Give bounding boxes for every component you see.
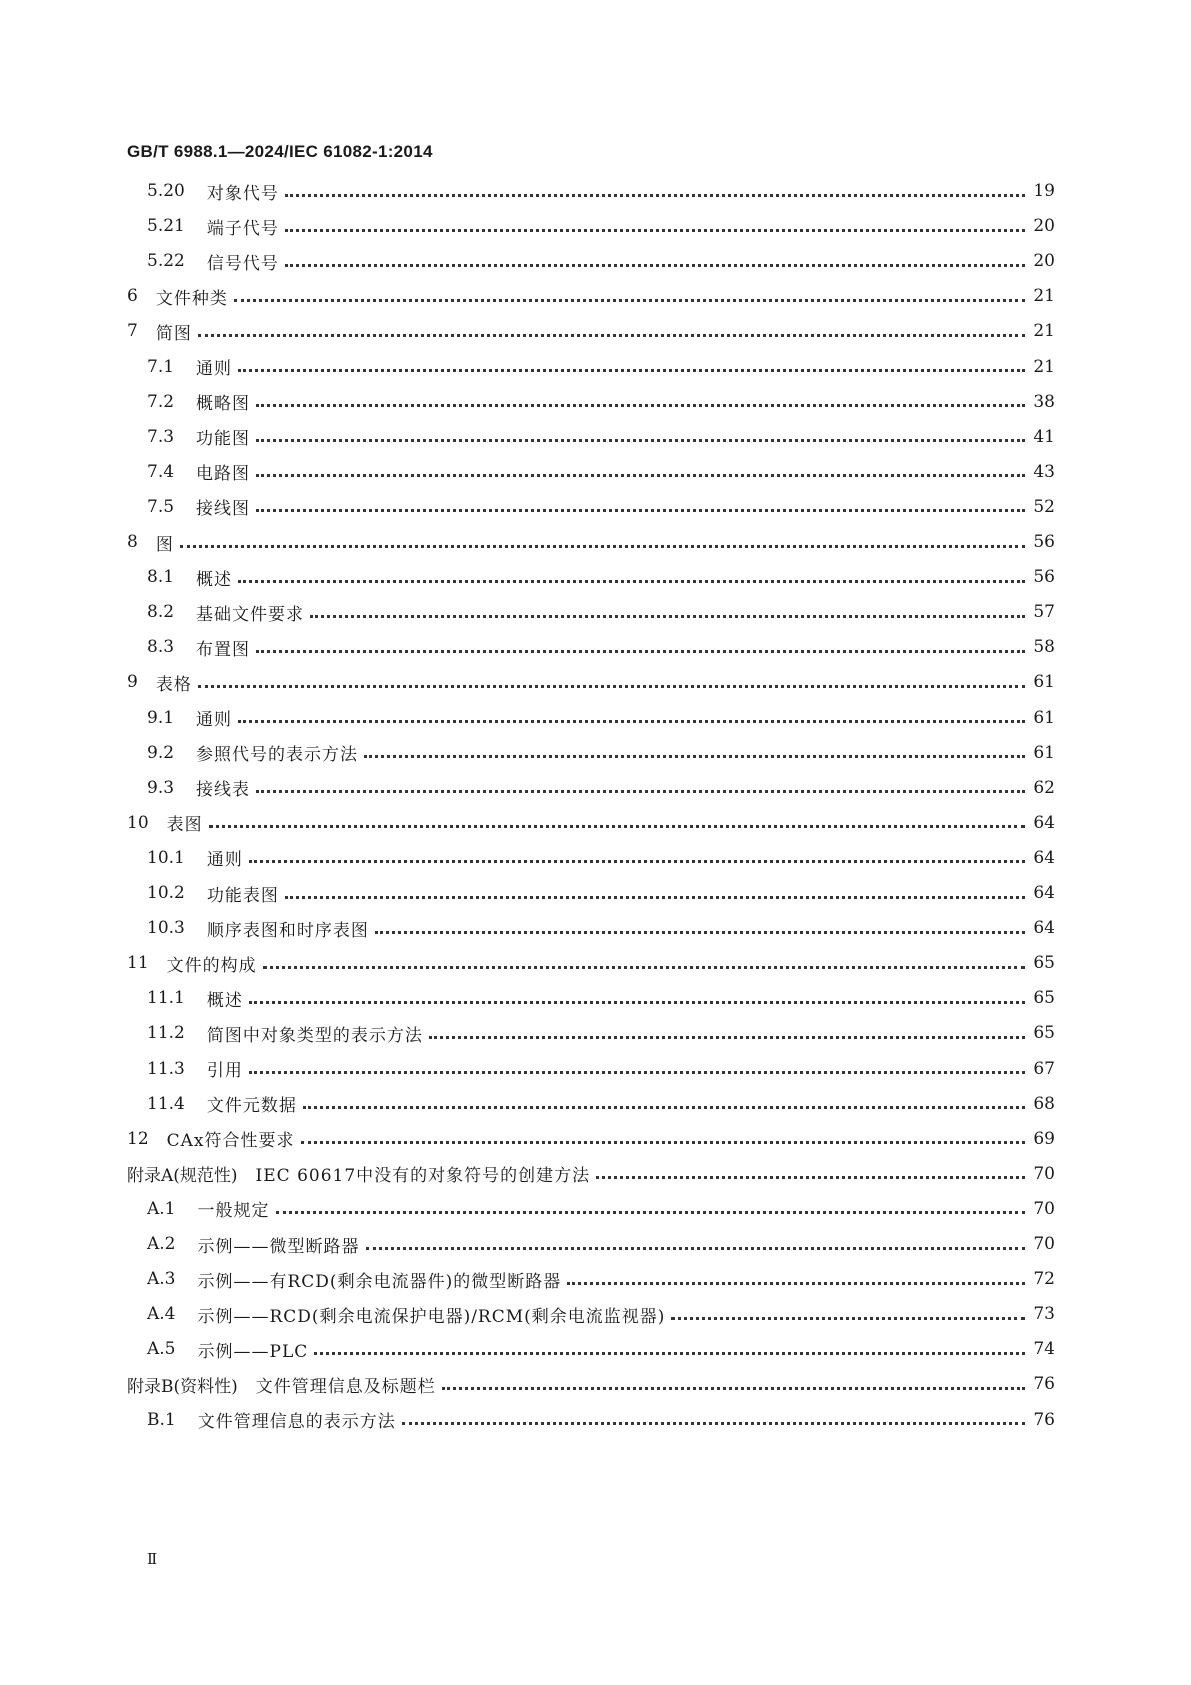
toc-entry-number: 7.3 bbox=[147, 426, 175, 447]
toc-entry-page: 69 bbox=[1033, 1128, 1055, 1149]
toc-entry-number: 9.2 bbox=[147, 742, 175, 763]
toc-entry-title: 示例——有RCD(剩余电流器件)的微型断路器 bbox=[197, 1271, 562, 1292]
toc-entry-page: 72 bbox=[1033, 1269, 1055, 1290]
dot-leader bbox=[567, 1282, 1025, 1285]
toc-entry[interactable] bbox=[127, 948, 1055, 978]
toc-entry[interactable] bbox=[127, 1124, 1055, 1154]
toc-entry-page: 20 bbox=[1033, 216, 1055, 237]
toc-entry-number: 8.3 bbox=[147, 637, 175, 658]
toc-entry-page: 65 bbox=[1033, 988, 1055, 1009]
toc-entry-title: 功能表图 bbox=[206, 885, 279, 906]
dot-leader bbox=[303, 1106, 1025, 1109]
dot-leader bbox=[256, 474, 1025, 477]
toc-entry[interactable] bbox=[127, 457, 1055, 487]
dot-leader bbox=[375, 931, 1025, 934]
toc-entry-page: 64 bbox=[1033, 812, 1055, 833]
toc-entry-title: CAx符合性要求 bbox=[166, 1131, 295, 1152]
toc-entry-title: 示例——微型断路器 bbox=[197, 1236, 360, 1257]
dot-leader bbox=[310, 615, 1025, 618]
dot-leader bbox=[198, 334, 1025, 337]
toc-entry[interactable] bbox=[127, 387, 1055, 417]
toc-entry-title: 端子代号 bbox=[206, 218, 279, 239]
toc-entry-page: 52 bbox=[1033, 496, 1055, 517]
toc-entry-page: 61 bbox=[1033, 707, 1055, 728]
dot-leader bbox=[285, 264, 1025, 267]
toc-entry-title: 功能图 bbox=[196, 429, 251, 450]
dot-leader bbox=[285, 194, 1025, 197]
dot-leader bbox=[429, 1036, 1025, 1039]
dot-leader bbox=[314, 1352, 1025, 1355]
toc-entry-page: 21 bbox=[1033, 356, 1055, 377]
toc-entry-title: 信号代号 bbox=[206, 253, 279, 274]
toc-entry[interactable] bbox=[127, 1054, 1055, 1084]
toc-entry-page: 20 bbox=[1033, 251, 1055, 272]
toc-entry[interactable] bbox=[127, 913, 1055, 943]
toc-entry-page: 61 bbox=[1033, 672, 1055, 693]
toc-entry-page: 56 bbox=[1033, 567, 1055, 588]
toc-entry-page: 58 bbox=[1033, 637, 1055, 658]
toc-entry-title: 一般规定 bbox=[197, 1201, 270, 1222]
toc-entry-title: 文件种类 bbox=[155, 288, 228, 309]
toc-entry-title: 引用 bbox=[206, 1061, 243, 1081]
toc-entry-number: 附录A(规范性) bbox=[127, 1166, 238, 1187]
toc-entry-number: 7.5 bbox=[147, 496, 175, 517]
dot-leader bbox=[256, 404, 1025, 407]
toc-entry[interactable] bbox=[127, 1018, 1055, 1048]
toc-entry[interactable] bbox=[127, 246, 1055, 276]
dot-leader bbox=[180, 545, 1025, 548]
toc-entry-title: 通则 bbox=[206, 850, 243, 871]
dot-leader bbox=[442, 1387, 1025, 1390]
dot-leader bbox=[276, 1211, 1026, 1214]
toc-entry-page: 65 bbox=[1033, 953, 1055, 974]
toc-entry-number: 7.2 bbox=[147, 391, 175, 412]
toc-entry-number: 10.2 bbox=[147, 883, 185, 903]
toc-entry-title: 概述 bbox=[206, 990, 243, 1011]
toc-entry-page: 62 bbox=[1033, 777, 1055, 798]
toc-entry-title: 文件的构成 bbox=[166, 955, 257, 976]
toc-entry[interactable] bbox=[127, 738, 1055, 768]
toc-entry-title: 简图中对象类型的表示方法 bbox=[206, 1025, 423, 1046]
dot-leader bbox=[234, 299, 1025, 302]
toc-entry[interactable] bbox=[127, 773, 1055, 803]
document-code-header: GB/T 6988.1—2024/IEC 61082-1:2014 bbox=[127, 142, 433, 161]
dot-leader bbox=[256, 439, 1025, 442]
dot-leader bbox=[238, 720, 1025, 723]
dot-leader bbox=[256, 509, 1025, 512]
toc-entry-page: 70 bbox=[1033, 1234, 1055, 1254]
dot-leader bbox=[256, 650, 1025, 653]
toc-entry-title: 布置图 bbox=[196, 639, 251, 660]
toc-entry-number: B.1 bbox=[147, 1409, 176, 1430]
toc-entry-title: 顺序表图和时序表图 bbox=[206, 920, 369, 941]
dot-leader bbox=[364, 755, 1025, 758]
toc-entry-number: 8 bbox=[127, 532, 138, 552]
dot-leader bbox=[596, 1176, 1025, 1179]
toc-entry-page: 56 bbox=[1033, 532, 1055, 552]
toc-entry[interactable] bbox=[127, 527, 1055, 557]
dot-leader bbox=[198, 685, 1025, 688]
toc-entry-number: A.2 bbox=[147, 1234, 176, 1254]
toc-entry-page: 21 bbox=[1033, 286, 1055, 307]
toc-entry[interactable] bbox=[127, 1229, 1055, 1259]
toc-entry-title: 电路图 bbox=[196, 464, 251, 485]
dot-leader bbox=[238, 369, 1025, 372]
toc-entry[interactable] bbox=[127, 562, 1055, 592]
toc-entry-title: 通则 bbox=[196, 710, 233, 730]
toc-entry[interactable] bbox=[127, 352, 1055, 382]
toc-entry[interactable] bbox=[127, 983, 1055, 1013]
dot-leader bbox=[256, 790, 1025, 793]
toc-entry-title: 文件元数据 bbox=[206, 1096, 297, 1117]
toc-entry[interactable] bbox=[127, 843, 1055, 873]
toc-entry[interactable] bbox=[127, 281, 1055, 311]
toc-entry[interactable] bbox=[127, 1194, 1055, 1224]
toc-entry-number: 7 bbox=[127, 321, 138, 342]
toc-entry[interactable] bbox=[127, 1405, 1055, 1435]
toc-entry[interactable] bbox=[127, 316, 1055, 346]
toc-entry-page: 73 bbox=[1033, 1304, 1055, 1325]
toc-entry-number: 9.3 bbox=[147, 777, 175, 798]
toc-entry-page: 68 bbox=[1033, 1093, 1055, 1114]
dot-leader bbox=[285, 229, 1025, 232]
toc-entry-title: 示例——RCD(剩余电流保护电器)/RCM(剩余电流监视器) bbox=[197, 1306, 666, 1327]
toc-entry[interactable] bbox=[127, 808, 1055, 838]
dot-leader bbox=[402, 1422, 1025, 1425]
dot-leader bbox=[238, 580, 1025, 583]
toc-entry-page: 64 bbox=[1033, 918, 1055, 939]
toc-entry-page: 21 bbox=[1033, 321, 1055, 342]
toc-entry-title: 表格 bbox=[155, 674, 192, 695]
toc-entry-number: 11.1 bbox=[147, 988, 185, 1009]
toc-entry[interactable] bbox=[127, 1369, 1055, 1399]
toc-entry-page: 43 bbox=[1033, 461, 1055, 482]
toc-entry-number: A.3 bbox=[147, 1269, 176, 1290]
toc-entry-title: 图 bbox=[155, 534, 174, 555]
toc-entry[interactable] bbox=[127, 176, 1055, 206]
toc-entry-number: 5.22 bbox=[147, 251, 185, 272]
dot-leader bbox=[263, 966, 1025, 969]
toc-entry-number: 9 bbox=[127, 672, 138, 693]
toc-entry-number: 7.4 bbox=[147, 461, 175, 482]
toc-entry-number: 11.3 bbox=[147, 1058, 185, 1079]
dot-leader bbox=[249, 860, 1025, 863]
toc-entry[interactable] bbox=[127, 211, 1055, 241]
toc-entry[interactable] bbox=[127, 1089, 1055, 1119]
toc-entry[interactable] bbox=[127, 597, 1055, 627]
toc-entry-title: 简图 bbox=[155, 323, 192, 344]
toc-entry-page: 64 bbox=[1033, 847, 1055, 868]
toc-entry[interactable] bbox=[127, 1299, 1055, 1329]
toc-entry-page: 41 bbox=[1033, 426, 1055, 447]
toc-entry-page: 70 bbox=[1033, 1198, 1055, 1219]
toc-entry-page: 57 bbox=[1033, 602, 1055, 623]
toc-entry[interactable] bbox=[127, 878, 1055, 908]
toc-entry-title: 概略图 bbox=[196, 394, 251, 415]
toc-entry-title: 基础文件要求 bbox=[196, 604, 305, 625]
toc-entry[interactable] bbox=[127, 422, 1055, 452]
dot-leader bbox=[249, 1001, 1025, 1004]
toc-entry[interactable] bbox=[127, 703, 1055, 733]
toc-entry-page: 76 bbox=[1033, 1374, 1055, 1395]
toc-entry-page: 74 bbox=[1033, 1339, 1055, 1360]
toc-entry-title: 表图 bbox=[166, 815, 203, 836]
toc-entry-number: A.1 bbox=[147, 1198, 176, 1219]
toc-entry-number: 10.3 bbox=[147, 918, 185, 939]
toc-entry-page: 76 bbox=[1033, 1409, 1055, 1430]
toc-entry-title: 通则 bbox=[196, 359, 233, 379]
toc-entry-title: 接线图 bbox=[196, 499, 251, 520]
toc-entry-page: 61 bbox=[1033, 742, 1055, 763]
toc-entry-number: 10.1 bbox=[147, 847, 185, 868]
toc-entry-number: 9.1 bbox=[147, 707, 175, 728]
dot-leader bbox=[301, 1141, 1025, 1144]
toc-entry-title: 对象代号 bbox=[206, 183, 279, 204]
toc-entry[interactable] bbox=[127, 492, 1055, 522]
toc-entry-number: 10 bbox=[127, 812, 149, 833]
dot-leader bbox=[209, 825, 1025, 828]
toc-entry-number: 5.20 bbox=[147, 181, 185, 201]
toc-entry-number: 5.21 bbox=[147, 216, 185, 237]
toc-entry-page: 19 bbox=[1033, 181, 1055, 201]
dot-leader bbox=[285, 896, 1025, 899]
dot-leader bbox=[366, 1247, 1026, 1250]
toc-entry-number: A.4 bbox=[147, 1304, 176, 1325]
toc-entry-number: A.5 bbox=[147, 1339, 176, 1360]
toc-entry-page: 67 bbox=[1033, 1058, 1055, 1079]
toc-entry-number: 6 bbox=[127, 286, 138, 307]
toc-entry-number: 8.2 bbox=[147, 602, 175, 623]
page-number: Ⅱ bbox=[147, 1550, 158, 1568]
toc-entry-title: 示例——PLC bbox=[197, 1341, 309, 1362]
toc-entry-title: 参照代号的表示方法 bbox=[196, 745, 359, 766]
toc-entry-title: 概述 bbox=[196, 569, 233, 590]
toc-entry-page: 70 bbox=[1033, 1163, 1055, 1184]
toc-entry-number: 11 bbox=[127, 953, 149, 974]
toc-entry-page: 38 bbox=[1033, 391, 1055, 412]
toc-entry-page: 65 bbox=[1033, 1023, 1055, 1044]
toc-entry[interactable] bbox=[127, 632, 1055, 662]
toc-entry[interactable] bbox=[127, 1159, 1055, 1189]
dot-leader bbox=[249, 1071, 1025, 1074]
dot-leader bbox=[671, 1317, 1025, 1320]
toc-entry-number: 12 bbox=[127, 1128, 149, 1149]
toc-entry-page: 64 bbox=[1033, 883, 1055, 903]
toc-entry[interactable] bbox=[127, 1264, 1055, 1294]
toc-entry-title: IEC 60617中没有的对象符号的创建方法 bbox=[255, 1166, 591, 1187]
toc-entry-title: 文件管理信息的表示方法 bbox=[197, 1412, 396, 1432]
toc-entry-number: 11.4 bbox=[147, 1093, 185, 1114]
toc-entry-title: 文件管理信息及标题栏 bbox=[255, 1376, 436, 1397]
toc-entry-number: 8.1 bbox=[147, 567, 175, 588]
toc-entry-number: 附录B(资料性) bbox=[127, 1376, 238, 1397]
toc-entry[interactable] bbox=[127, 667, 1055, 697]
toc-entry-number: 11.2 bbox=[147, 1023, 185, 1044]
toc-entry-number: 7.1 bbox=[147, 356, 175, 377]
toc-entry-title: 接线表 bbox=[196, 780, 251, 801]
toc-entry[interactable] bbox=[127, 1334, 1055, 1364]
